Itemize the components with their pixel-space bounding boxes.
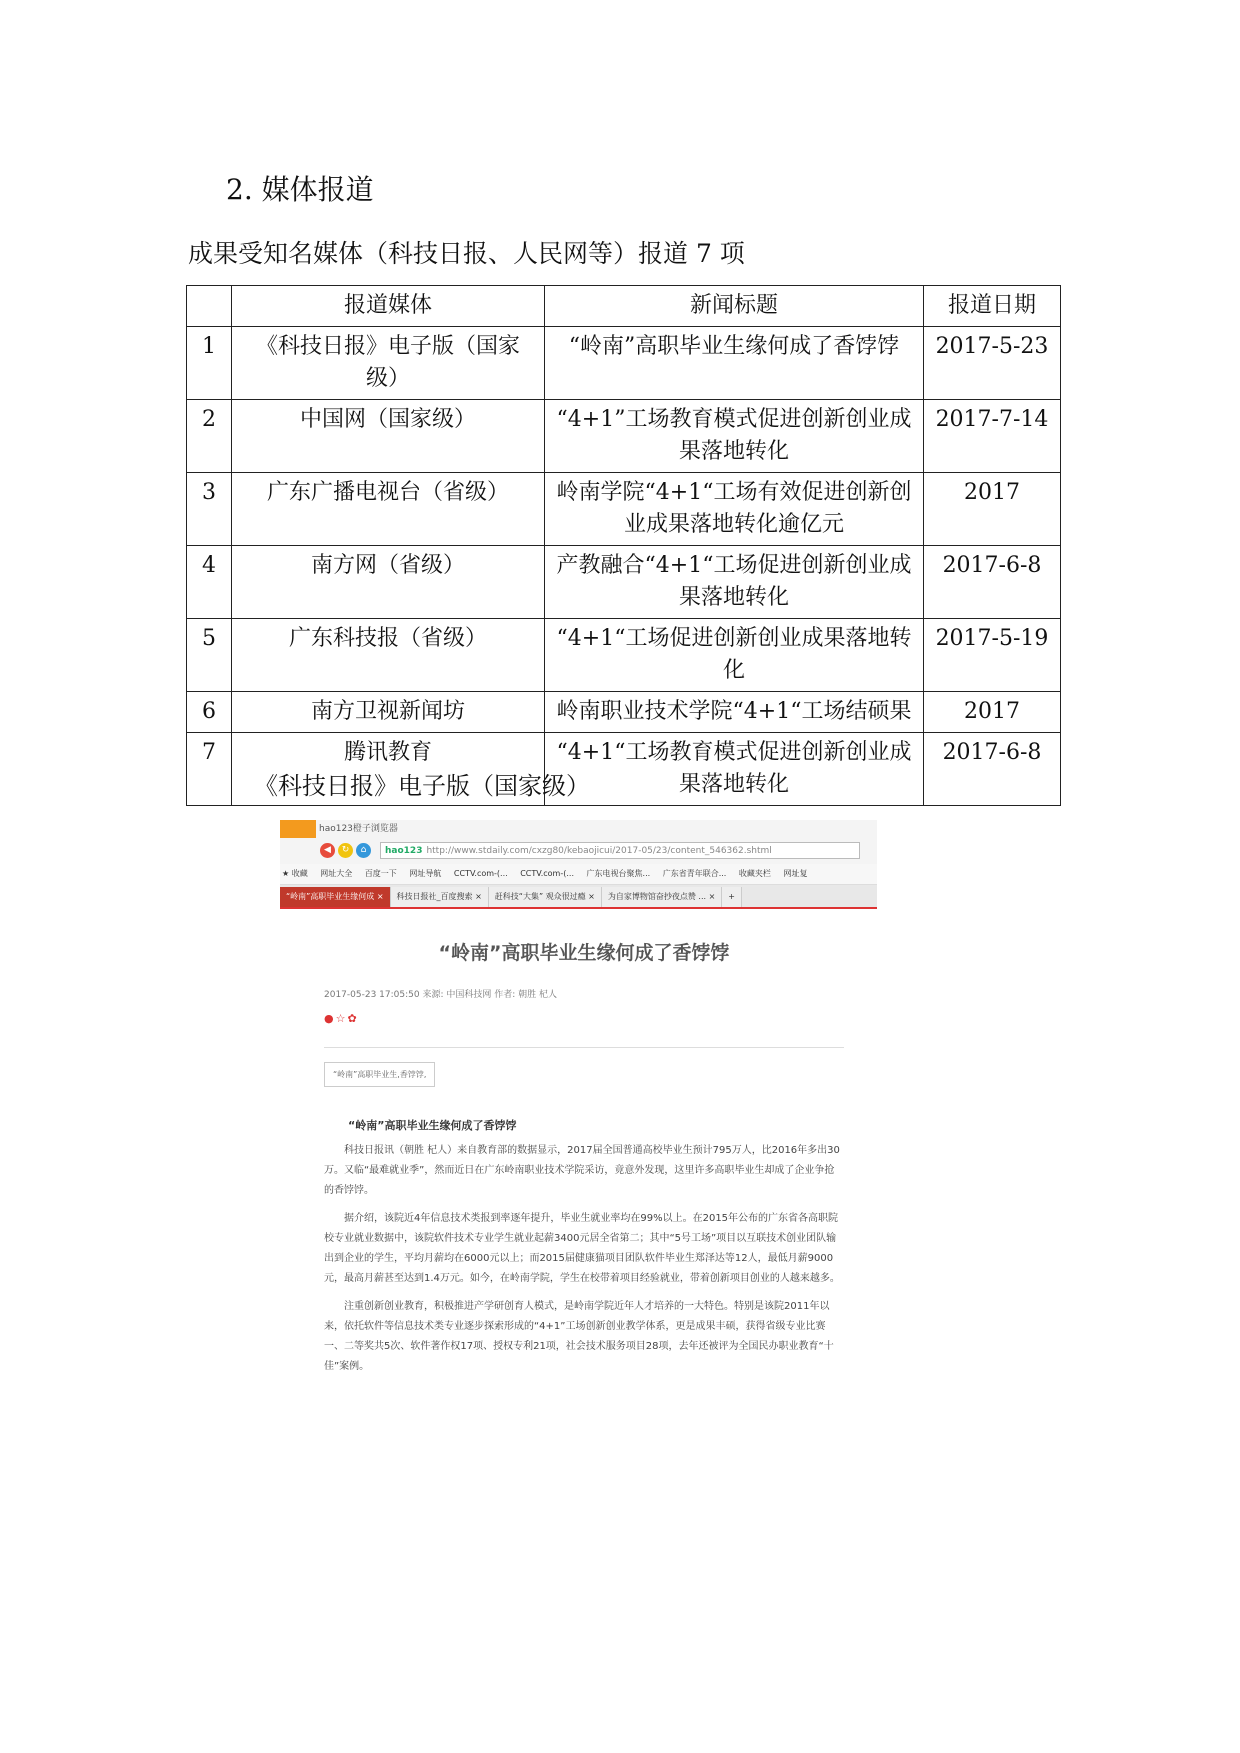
row-title: “岭南”高职毕业生缘何成了香饽饽: [545, 327, 924, 400]
row-title: 岭南职业技术学院“4+1“工场结硕果: [545, 692, 924, 733]
tab-active[interactable]: “岭南”高职毕业生缘何成 ×: [280, 887, 391, 907]
tab[interactable]: 科技日报社_百度搜索 ×: [391, 887, 489, 907]
row-media: 广东广播电视台（省级）: [232, 473, 545, 546]
bookmark-item[interactable]: 广东省青年联合...: [662, 869, 727, 878]
address-bar[interactable]: [380, 842, 860, 859]
section-heading: 2. 媒体报道: [226, 173, 374, 206]
browser-title: hao123橙子浏览器: [280, 820, 877, 838]
row-date: 2017-5-23: [924, 327, 1061, 400]
address-logo: hao123: [385, 846, 423, 856]
row-media: 中国网（国家级）: [232, 400, 545, 473]
tab[interactable]: 赶科技“大集” 观众很过瘾 ×: [489, 887, 602, 907]
row-media: 腾讯教育: [232, 733, 545, 806]
row-date: 2017-6-8: [924, 733, 1061, 806]
row-media: 南方卫视新闻坊: [232, 692, 545, 733]
refresh-icon[interactable]: ↻: [338, 843, 353, 858]
article-meta: 2017-05-23 17:05:50 来源: 中国科技网 作者: 朝胜 杞人: [324, 990, 557, 1000]
article-paragraph: 据介绍，该院近4年信息技术类报到率逐年提升，毕业生就业率均在99%以上。在2015年公布的广东省各高职院校专业就业数据中，该院软件技术专业学生就业起薪3400元居全省第二；其中“5号工场”项目以互联技术创业团队输出到企业的学生，平均月薪均在6000元以上；而2015届健康猫项目团队软件毕业生郑泽达等12人，最低月薪9000元，最高月薪甚至达到1.4万元。如今，在岭南学院，学生在校带着项目经验就业，带着创新项目创业的人越来越多。: [324, 1213, 840, 1284]
row-title: “4+1“工场教育模式促进创新创业成果落地转化: [545, 733, 924, 806]
header-index: [187, 286, 232, 327]
row-media: 南方网（省级）: [232, 546, 545, 619]
header-date: 报道日期: [924, 286, 1061, 327]
new-tab-button[interactable]: +: [722, 887, 742, 907]
row-title: “4+1“工场促进创新创业成果落地转化: [545, 619, 924, 692]
media-report-table: [186, 285, 1061, 806]
bookmark-item[interactable]: CCTV.com-(...: [520, 869, 574, 878]
article-tags: “岭南”高职毕业生,香饽饽,: [324, 1062, 435, 1087]
row-index: 6: [187, 692, 232, 733]
row-title: 产教融合“4+1“工场促进创新创业成果落地转化: [545, 546, 924, 619]
article-title: “岭南”高职毕业生缘何成了香饽饽: [438, 942, 730, 964]
bookmark-item[interactable]: ★ 收藏: [282, 869, 308, 878]
row-media: 《科技日报》电子版（国家级）: [232, 327, 545, 400]
row-date: 2017: [924, 473, 1061, 546]
row-index: 7: [187, 733, 232, 806]
row-index: 5: [187, 619, 232, 692]
bookmark-item[interactable]: 网址复: [783, 869, 808, 878]
article-paragraph: 科技日报讯（朝胜 杞人）来自教育部的数据显示，2017届全国普通高校毕业生预计795万人，比2016年多出30万。又临“最难就业季”，然而近日在广东岭南职业技术学院采访，竟意外发现，这里许多高职毕业生却成了企业争抢的香饽饽。: [324, 1145, 840, 1196]
divider: [324, 1047, 844, 1048]
row-date: 2017-6-8: [924, 546, 1061, 619]
row-title: “4+1”工场教育模式促进创新创业成果落地转化: [545, 400, 924, 473]
bookmark-item[interactable]: 网址大全: [320, 869, 353, 878]
row-index: 3: [187, 473, 232, 546]
row-index: 1: [187, 327, 232, 400]
article-subtitle: “岭南”高职毕业生缘何成了香饽饽: [348, 1119, 517, 1132]
table-header-row: [187, 286, 1061, 327]
url-text: http://www.stdaily.com/cxzg80/kebaojicui/2017-05/23/content_546362.shtml: [426, 846, 772, 856]
home-icon[interactable]: ⌂: [356, 843, 371, 858]
bookmark-item[interactable]: CCTV.com-(...: [453, 869, 508, 878]
header-title: 新闻标题: [545, 286, 924, 327]
browser-tab-strip: [280, 885, 877, 909]
article: [324, 920, 844, 1385]
tab[interactable]: 为自家博物馆奋抄夜点赞 ... ×: [602, 887, 722, 907]
table-row: [187, 692, 1061, 733]
intro-text: 成果受知名媒体（科技日报、人民网等）报道 7 项: [188, 239, 745, 268]
table-row: [187, 473, 1061, 546]
row-date: 2017-5-19: [924, 619, 1061, 692]
header-media: 报道媒体: [232, 286, 545, 327]
table-row: [187, 327, 1061, 400]
table-row: [187, 546, 1061, 619]
bookmark-item[interactable]: 百度一下: [364, 869, 397, 878]
table-row: [187, 619, 1061, 692]
table-row: [187, 400, 1061, 473]
article-paragraph: 注重创新创业教育，积极推进产学研创育人模式，是岭南学院近年人才培养的一大特色。特别是该院2011年以来，依托软件等信息技术类专业逐步探索形成的“4+1”工场创新创业教学体系，更是成果丰硕，获得省级专业比赛一、二等奖共5次、软件著作权17项、授权专利21项，社会技术服务项目28项，去年还被评为全国民办职业教育“十佳”案例。: [324, 1301, 834, 1372]
share-icons[interactable]: ●☆✿: [324, 1012, 359, 1025]
embedded-browser-screenshot: [280, 820, 877, 1468]
row-title: 岭南学院“4+1“工场有效促进创新创业成果落地转化逾亿元: [545, 473, 924, 546]
bookmark-item[interactable]: 网址导航: [409, 869, 442, 878]
row-date: 2017-7-14: [924, 400, 1061, 473]
bookmark-item[interactable]: 广东电视台聚焦...: [586, 869, 651, 878]
bookmarks-bar: [280, 864, 877, 885]
screenshot-caption: 《科技日报》电子版（国家级）: [254, 772, 590, 800]
navigation-bar: [280, 838, 877, 864]
row-index: 2: [187, 400, 232, 473]
bookmark-item[interactable]: 收藏夹栏: [738, 869, 771, 878]
row-date: 2017: [924, 692, 1061, 733]
row-index: 4: [187, 546, 232, 619]
back-icon[interactable]: ◀: [320, 843, 335, 858]
row-media: 广东科技报（省级）: [232, 619, 545, 692]
